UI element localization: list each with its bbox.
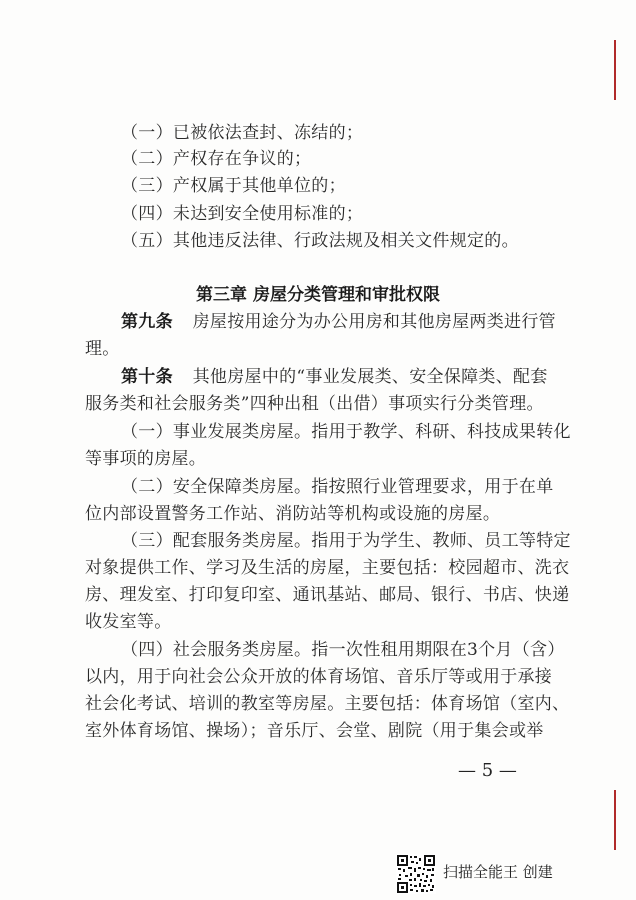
- list-item-3: （三）产权属于其他单位的；: [121, 176, 346, 196]
- article-10-label: 第十条: [121, 367, 173, 387]
- edge-mark-top: [614, 40, 616, 100]
- section-1-text-2: 等事项的房屋。: [85, 449, 207, 469]
- section-2-text-1: （二）安全保障类房屋。指按照行业管理要求，用于在单: [121, 477, 554, 497]
- list-item-5: （五）其他违反法律、行政法规及相关文件规定的。: [121, 231, 519, 251]
- article-9-label: 第九条: [121, 312, 173, 332]
- section-3-text-1: （三）配套服务类房屋。指用于为学生、教师、员工等特定: [121, 531, 571, 551]
- article-10-text-2: 服务类和社会服务类”四种出租（出借）事项实行分类管理。: [85, 394, 544, 414]
- section-3-text-3: 房、理发室、打印复印室、通讯基站、邮局、银行、书店、快递: [85, 585, 570, 605]
- qr-code-icon: [396, 854, 436, 894]
- section-4-text-4: 室外体育场馆、操场）；音乐厅、会堂、剧院（用于集会或举: [85, 721, 544, 741]
- list-item-4: （四）未达到安全使用标准的；: [121, 204, 364, 224]
- scanner-watermark-text: 扫描全能王 创建: [443, 863, 553, 881]
- article-9-text-2: 理。: [85, 339, 120, 359]
- list-item-1: （一）已被依法查封、冻结的；: [121, 123, 364, 143]
- section-2-text-2: 位内部设置警务工作站、消防站等机构或设施的房屋。: [85, 504, 501, 524]
- article-9-text-1: 房屋按用途分为办公用房和其他房屋两类进行管: [192, 312, 556, 332]
- list-item-2: （二）产权存在争议的；: [121, 149, 312, 169]
- section-4-text-3: 社会化考试、培训的教室等房屋。主要包括：体育场馆（室内、: [85, 694, 570, 714]
- section-3-text-4: 收发室等。: [85, 612, 172, 632]
- article-10-first-line: [121, 366, 548, 388]
- article-9-first-line: [121, 311, 556, 333]
- article-10-text-1: 其他房屋中的“事业发展类、安全保障类、配套: [192, 367, 548, 387]
- section-1-text-1: （一）事业发展类房屋。指用于教学、科研、科技成果转化: [121, 422, 571, 442]
- edge-mark-bottom: [614, 790, 616, 850]
- section-4-text-1: （四）社会服务类房屋。指一次性租用期限在3个月（含）: [121, 640, 565, 660]
- chapter-title: 第三章 房屋分类管理和审批权限: [196, 285, 440, 305]
- section-4-text-2: 以内，用于向社会公众开放的体育场馆、音乐厅等或用于承接: [85, 667, 553, 687]
- section-3-text-2: 对象提供工作、学习及生活的房屋，主要包括：校园超市、洗衣: [85, 558, 570, 578]
- page-number: — 5 —: [458, 760, 517, 781]
